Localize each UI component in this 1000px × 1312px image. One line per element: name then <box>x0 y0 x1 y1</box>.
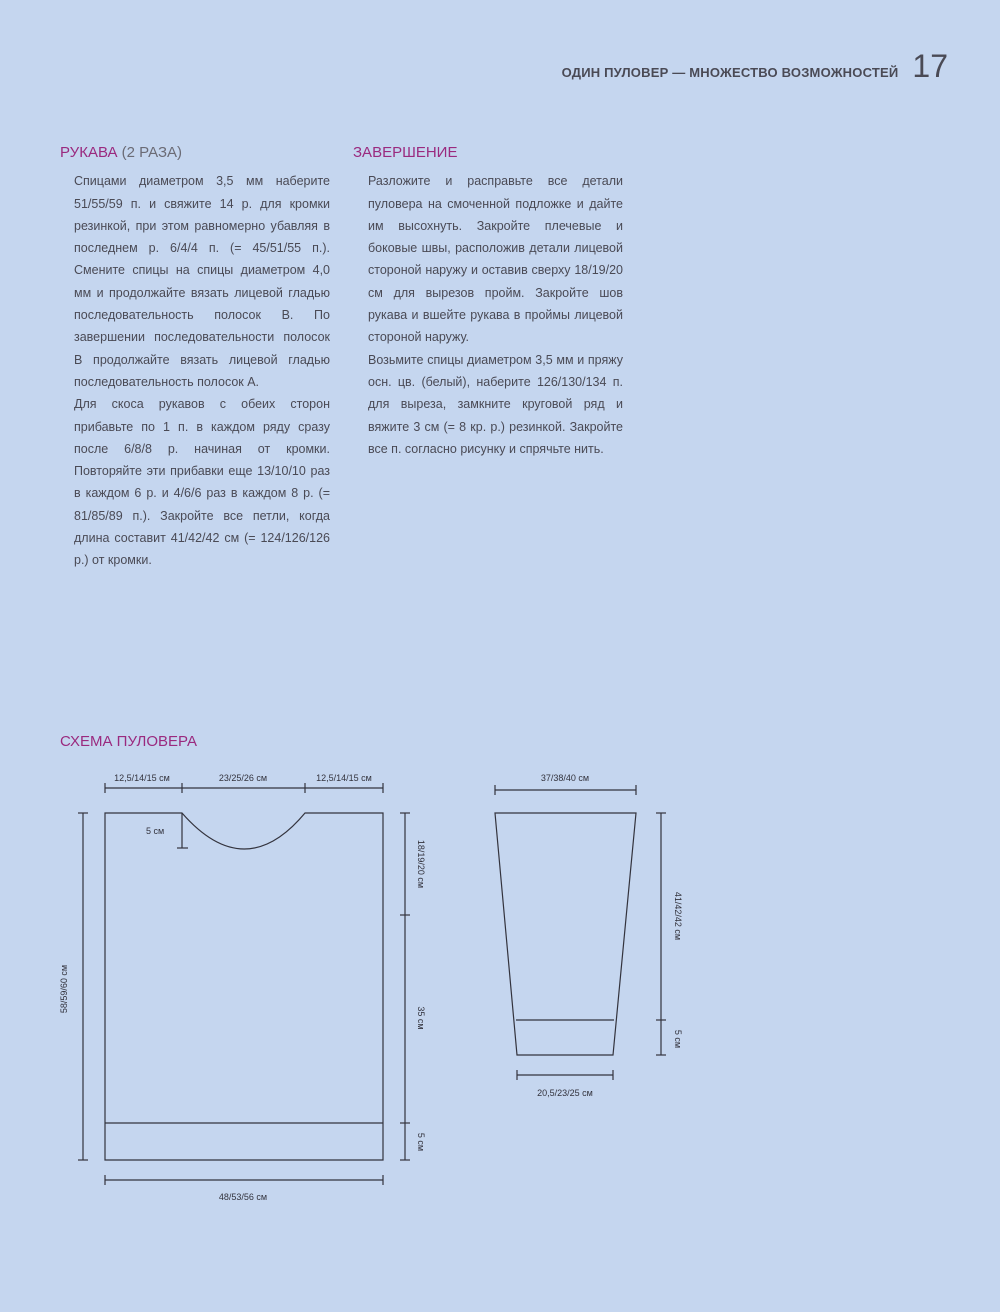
body-outline <box>105 813 383 1160</box>
label-neck-width: 23/25/26 см <box>218 773 268 783</box>
label-total-length: 58/59/60 см <box>59 964 69 1014</box>
sleeves-paragraph: Для скоса рукавов с обеих сторон прибавьте по 1 п. в каждом ряду сразу после 6/8/8 р. начиная от кромки. Повторяйте эти прибавки еще 13/10/10 раз в каждом 6 р. и 4/6/6 раз в каждом 8 р. (= 81/85/89 п.). Закройте все петли, когда длина составит 41/42/42 см (= 124/126/126 р.) от кромки. <box>74 397 330 568</box>
label-shoulder-right: 12,5/14/15 см <box>316 773 372 783</box>
label-body-rib: 5 см <box>416 1132 426 1152</box>
sleeves-paragraph: Спицами диаметром 3,5 мм наберите 51/55/59 п. и свяжите 14 р. для кромки резинкой, при этом равномерно убавляя в последнем р. 6/4/4 п. (= 45/51/55 п.). Смените спицы на спицы диаметром 4,0 мм и продолжайте вязать лицевой гладью последовательность полосок В. По завершении последовательности полосок В продолжайте вязать лицевой гладью последовательность полосок А. <box>74 174 330 389</box>
sleeves-heading <box>60 142 330 164</box>
finishing-paragraph: Разложите и расправьте все детали пуловера на смоченной подложке и дайте им высохнуть. Закройте плечевые и боковые швы, расположив детали лицевой стороной наружу и оставив сверху 18/19/20 см для вырезов пройм. Закройте шов рукава и вшейте рукава в проймы лицевой стороной наружу. <box>368 174 623 345</box>
label-sleeve-rib: 5 см <box>673 1029 683 1049</box>
sleeves-heading-sub: (2 РАЗА) <box>121 144 183 161</box>
finishing-paragraph: Возьмите спицы диаметром 3,5 мм и пряжу осн. цв. (белый), наберите 126/130/134 п. для выреза, замкните круговой ряд и вяжите 3 см (= 8 кр. р.) резинкой. Закройте все п. согласно рисунку и спрячьте нить. <box>368 352 623 456</box>
label-sleeve-length: 41/42/42 см <box>673 891 683 941</box>
finishing-section <box>353 142 623 460</box>
label-shoulder-left: 12,5/14/15 см <box>114 773 170 783</box>
running-header-title: ОДИН ПУЛОВЕР — МНОЖЕСТВО ВОЗМОЖНОСТЕЙ <box>561 65 899 80</box>
label-neck-depth: 5 см <box>146 826 165 836</box>
finishing-heading: ЗАВЕРШЕНИЕ <box>353 144 458 161</box>
label-armhole: 18/19/20 см <box>416 839 426 889</box>
label-sleeve-cuff: 20,5/23/25 см <box>537 1088 593 1098</box>
label-body-width: 48/53/56 см <box>218 1192 268 1202</box>
label-sleeve-top: 37/38/40 см <box>540 773 590 783</box>
running-header <box>562 48 948 85</box>
sleeves-heading-main: РУКАВА <box>60 144 118 161</box>
sleeves-section <box>60 142 330 572</box>
scheme-heading: СХЕМА ПУЛОВЕРА <box>60 733 198 750</box>
label-side: 35 см <box>416 1006 426 1030</box>
page-number: 17 <box>912 48 948 84</box>
sleeve-outline <box>495 813 636 1055</box>
